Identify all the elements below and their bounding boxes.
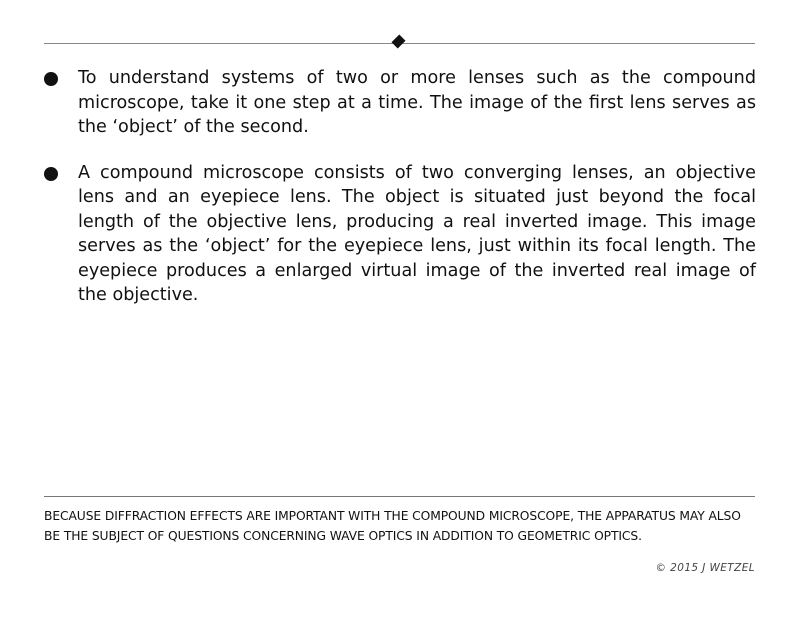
bullet-text: To understand systems of two or more lenses such as the compound microscope, take it one step at a time. The image of the first lens serves as the ‘object’ of the second. — [78, 68, 756, 137]
diamond-ornament-icon — [391, 34, 405, 48]
bullet-dot-icon — [44, 167, 58, 181]
copyright: © 2015 J WETZEL — [655, 562, 755, 574]
bullet-text: A compound microscope consists of two converging lenses, an objective lens and an eyepiece lens. The object is situated just beyond the focal length of the objective lens, producing a real inverted image. This image serves as the ‘object’ for the eyepiece lens, just within its focal length. The eyepiece produces a enlarged virtual image of the inverted real image of the objective. — [78, 162, 756, 305]
bullet-item — [44, 66, 756, 140]
footer-note: BECAUSE DIFFRACTION EFFECTS ARE IMPORTANT WITH THE COMPOUND MICROSCOPE, THE APPARATUS MAY ALSO BE THE SUBJECT OF QUESTIONS CONCERNING WAVE OPTICS IN ADDITION TO GEOMETRIC OPTICS. — [44, 509, 741, 543]
bullet-item — [44, 161, 756, 308]
bullet-list — [44, 66, 756, 329]
bottom-divider — [44, 496, 755, 497]
bullet-dot-icon — [44, 72, 58, 86]
